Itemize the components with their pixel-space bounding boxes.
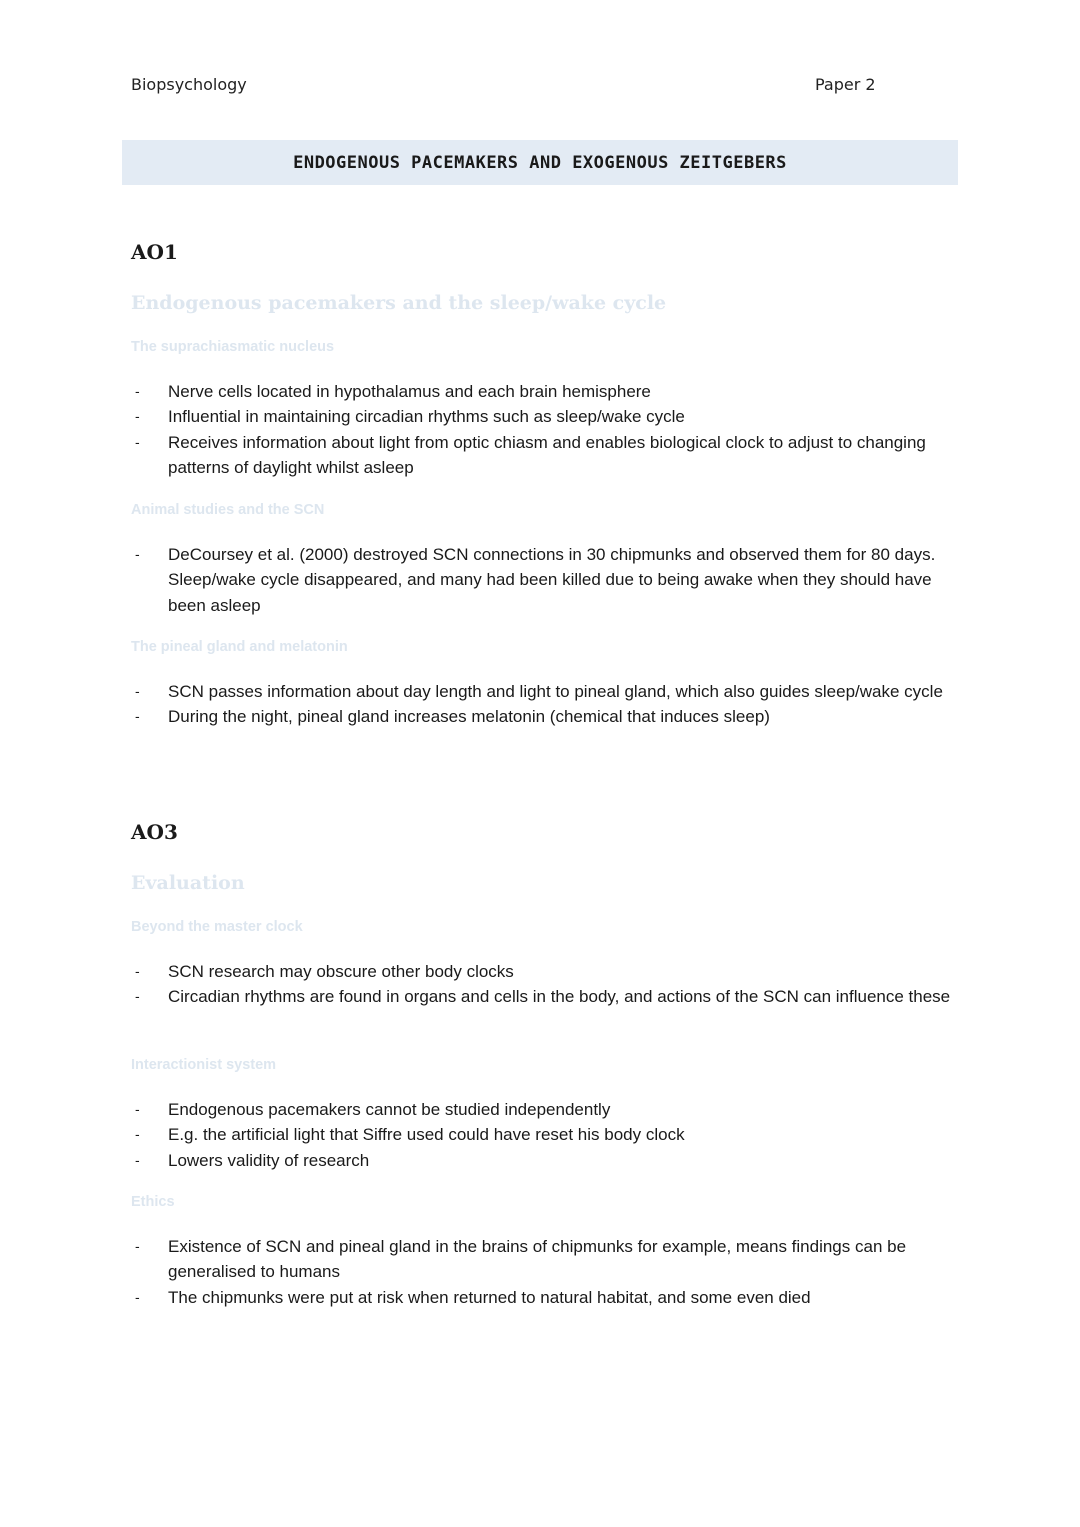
subheading-interactionist: Interactionist system [131,1057,277,1073]
bullet-item: - Existence of SCN and pineal gland in the brains of chipmunks for example, means findings can be generalised to humans [131,1234,960,1285]
bullet-list-master-clock [131,959,960,1010]
subheading-block [131,919,960,935]
bullet-list-pineal-gland [131,679,960,730]
bullet-item: - The chipmunks were put at risk when returned to natural habitat, and some even died [131,1285,960,1310]
bullet-item: - SCN passes information about day length and light to pineal gland, which also guides sleep/wake cycle [131,679,960,704]
bullet-item: - Endogenous pacemakers cannot be studied independently [131,1097,960,1122]
subheading-block [131,339,960,355]
ao1-label: AO1 [131,240,178,264]
ao3-heading-block [131,872,960,894]
bullet-list-scn [131,379,960,480]
subheading-block [131,639,960,655]
subheading-ethics: Ethics [131,1194,175,1210]
subheading-animal-studies: Animal studies and the SCN [131,502,325,518]
subheading-master-clock: Beyond the master clock [131,919,303,935]
subheading-block [131,1194,960,1210]
bullet-item: - During the night, pineal gland increases melatonin (chemical that induces sleep) [131,704,960,729]
ao1-label-block [131,240,960,264]
ao3-heading: Evaluation [131,872,245,894]
title-banner [122,140,958,185]
page-title: ENDOGENOUS PACEMAKERS AND EXOGENOUS ZEITGEBERS [293,152,787,173]
bullet-item: - Receives information about light from optic chiasm and enables biological clock to adjust to changing patterns of daylight whilst asleep [131,430,960,481]
bullet-item: - Influential in maintaining circadian rhythms such as sleep/wake cycle [131,404,960,429]
ao3-label: AO3 [131,820,178,844]
bullet-item: - DeCoursey et al. (2000) destroyed SCN connections in 30 chipmunks and observed them for 80 days. Sleep/wake cycle disappeared, and many had been killed due to being awake when they should have been asleep [131,542,960,618]
ao1-heading: Endogenous pacemakers and the sleep/wake cycle [131,292,667,314]
ao3-label-block [131,820,960,844]
bullet-list-animal-studies [131,542,960,618]
subheading-scn: The suprachiasmatic nucleus [131,339,335,355]
bullet-item: - Lowers validity of research [131,1148,960,1173]
header-subject: Biopsychology [131,75,247,94]
bullet-item: - Nerve cells located in hypothalamus and each brain hemisphere [131,379,960,404]
bullet-item: - E.g. the artificial light that Siffre used could have reset his body clock [131,1122,960,1147]
bullet-list-interactionist [131,1097,960,1173]
ao1-heading-block [131,292,960,314]
bullet-list-ethics [131,1234,960,1310]
subheading-pineal-gland: The pineal gland and melatonin [131,639,348,655]
subheading-block [131,502,960,518]
bullet-item: - SCN research may obscure other body clocks [131,959,960,984]
subheading-block [131,1057,960,1073]
bullet-item: - Circadian rhythms are found in organs and cells in the body, and actions of the SCN can influence these [131,984,960,1009]
header-paper: Paper 2 [815,75,876,94]
